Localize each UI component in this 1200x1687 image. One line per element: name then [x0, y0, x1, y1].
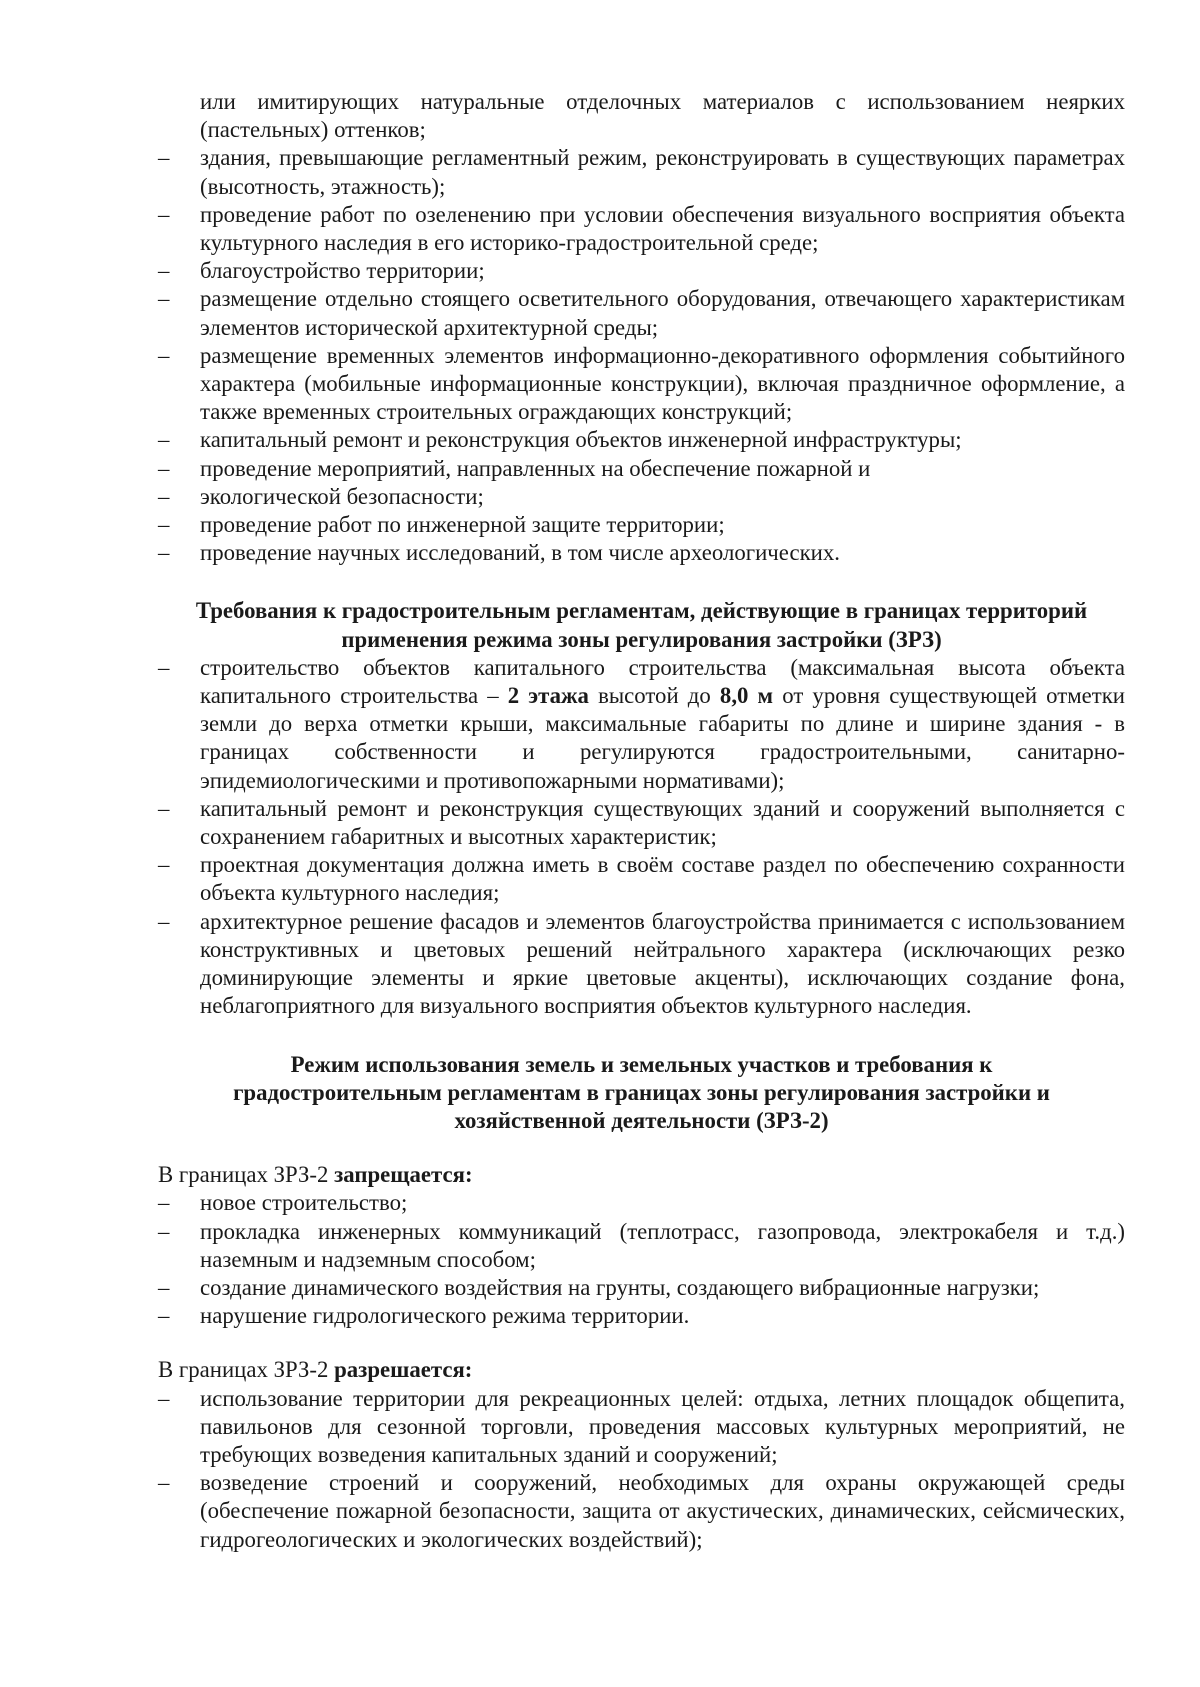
dash-marker: – — [158, 286, 170, 312]
section-heading-zrz-2: Режим использования земель и земельных участков и требования к градостроительным регламентам в границах зоны регулирования застройки и хозяйственной деятельности (ЗРЗ-2) — [233, 1051, 1050, 1133]
allowed-intro: В границах ЗРЗ-2 разрешается: — [158, 1357, 473, 1383]
list-item: – здания, превышающие регламентный режим, реконструировать в существующих параметрах (высотность, этажность); — [158, 145, 1125, 199]
list-item: – нарушение гидрологического режима территории. — [158, 1302, 1125, 1330]
list-item: – строительство объектов капитального строительства (максимальная высота объекта капитального строительства – 2 этажа высотой до 8,0 м от уровня существующей отметки земли до верха отметки крыши, максимальные габариты по длине и ширине здания - в границах собственности и регулируются градостроительными, санитарно-эпидемиологическими и противопожарными нормативами); — [158, 654, 1126, 793]
list-item: – архитектурное решение фасадов и элементов благоустройства принимается с использованием конструктивных и цветовых решений нейтрального характера (исключающих резко доминирующие элементы и яркие цветовые акценты), исключающих создание фона, неблагоприятного для визуального восприятия объектов культурного наследия. — [158, 908, 1125, 1019]
dash-marker: – — [158, 258, 170, 284]
list-item: – капитальный ремонт и реконструкция объектов инженерной инфраструктуры; — [158, 426, 1125, 454]
prohibited-intro: В границах ЗРЗ-2 запрещается: — [158, 1162, 473, 1188]
dash-marker: – — [158, 512, 170, 538]
list-item: – размещение отдельно стоящего осветительного оборудования, отвечающего характеристикам элементов исторической архитектурной среды; — [158, 286, 1125, 340]
dash-marker: – — [158, 201, 170, 227]
list-item: – использование территории для рекреационных целей: отдыха, летних площадок общепита, павильонов для сезонной торговли, проведения массовых культурных мероприятий, не требующих возведения капитальных зданий и сооружений; — [158, 1385, 1125, 1467]
list-item: – проведение научных исследований, в том числе археологических. — [158, 539, 1125, 567]
list-item: – новое строительство; — [158, 1189, 1125, 1217]
list-item: – возведение строений и сооружений, необходимых для охраны окружающей среды (обеспечение пожарной безопасности, защита от акустических, динамических, сейсмических, гидрогеологических и экологических воздействий); — [158, 1470, 1125, 1552]
dash-marker: – — [158, 1303, 170, 1329]
list-item: – проектная документация должна иметь в своём составе раздел по обеспечению сохранности объекта культурного наследия; — [158, 852, 1125, 906]
dash-marker: – — [158, 145, 170, 171]
section-heading-zrz: Требования к градостроительным регламентам, действующие в границах территорий применения режима зоны регулирования застройки (ЗРЗ) — [195, 598, 1088, 652]
dash-marker: – — [158, 908, 170, 934]
dash-marker: – — [158, 1218, 170, 1244]
list-item: – прокладка инженерных коммуникаций (теплотрасс, газопровода, электрокабеля и т.д.) наземным и надземным способом; — [158, 1218, 1125, 1272]
list-item: – создание динамического воздействия на грунты, создающего вибрационные нагрузки; — [158, 1274, 1125, 1302]
dash-marker: – — [158, 1274, 170, 1300]
list-item: – проведение работ по озеленению при условии обеспечения визуального восприятия объекта культурного наследия в его историко-градостроительной среде; — [158, 201, 1125, 256]
dash-marker: – — [158, 852, 170, 878]
list-item-continuation: или имитирующих натуральные отделочных материалов с использованием неярких (пастельных) оттенков; — [200, 89, 1125, 143]
dash-marker: – — [158, 1190, 170, 1216]
list-item: – благоустройство территории; — [158, 257, 1125, 285]
list-item: – проведение работ по инженерной защите территории; — [158, 511, 1125, 539]
dash-marker: – — [158, 1470, 170, 1496]
list-item: – размещение временных элементов информационно-декоративного оформления событийного характера (мобильные информационные конструкции), включая праздничное оформление, а также временных строительных ограждающих конструкций; — [158, 342, 1125, 425]
dash-marker: – — [158, 1385, 170, 1411]
dash-marker: – — [158, 455, 170, 481]
dash-marker: – — [158, 540, 170, 566]
dash-marker: – — [158, 795, 170, 821]
list-item: – капитальный ремонт и реконструкция существующих зданий и сооружений выполняется с сохранением габаритных и высотных характеристик; — [158, 795, 1125, 850]
dash-marker: – — [158, 654, 170, 680]
list-item: – экологической безопасности; — [158, 483, 1125, 511]
document-body — [158, 88, 1125, 1554]
dash-marker: – — [158, 427, 170, 453]
dash-marker: – — [158, 342, 170, 368]
dash-marker: – — [158, 483, 170, 509]
list-item: – проведение мероприятий, направленных на обеспечение пожарной и — [158, 455, 1125, 483]
